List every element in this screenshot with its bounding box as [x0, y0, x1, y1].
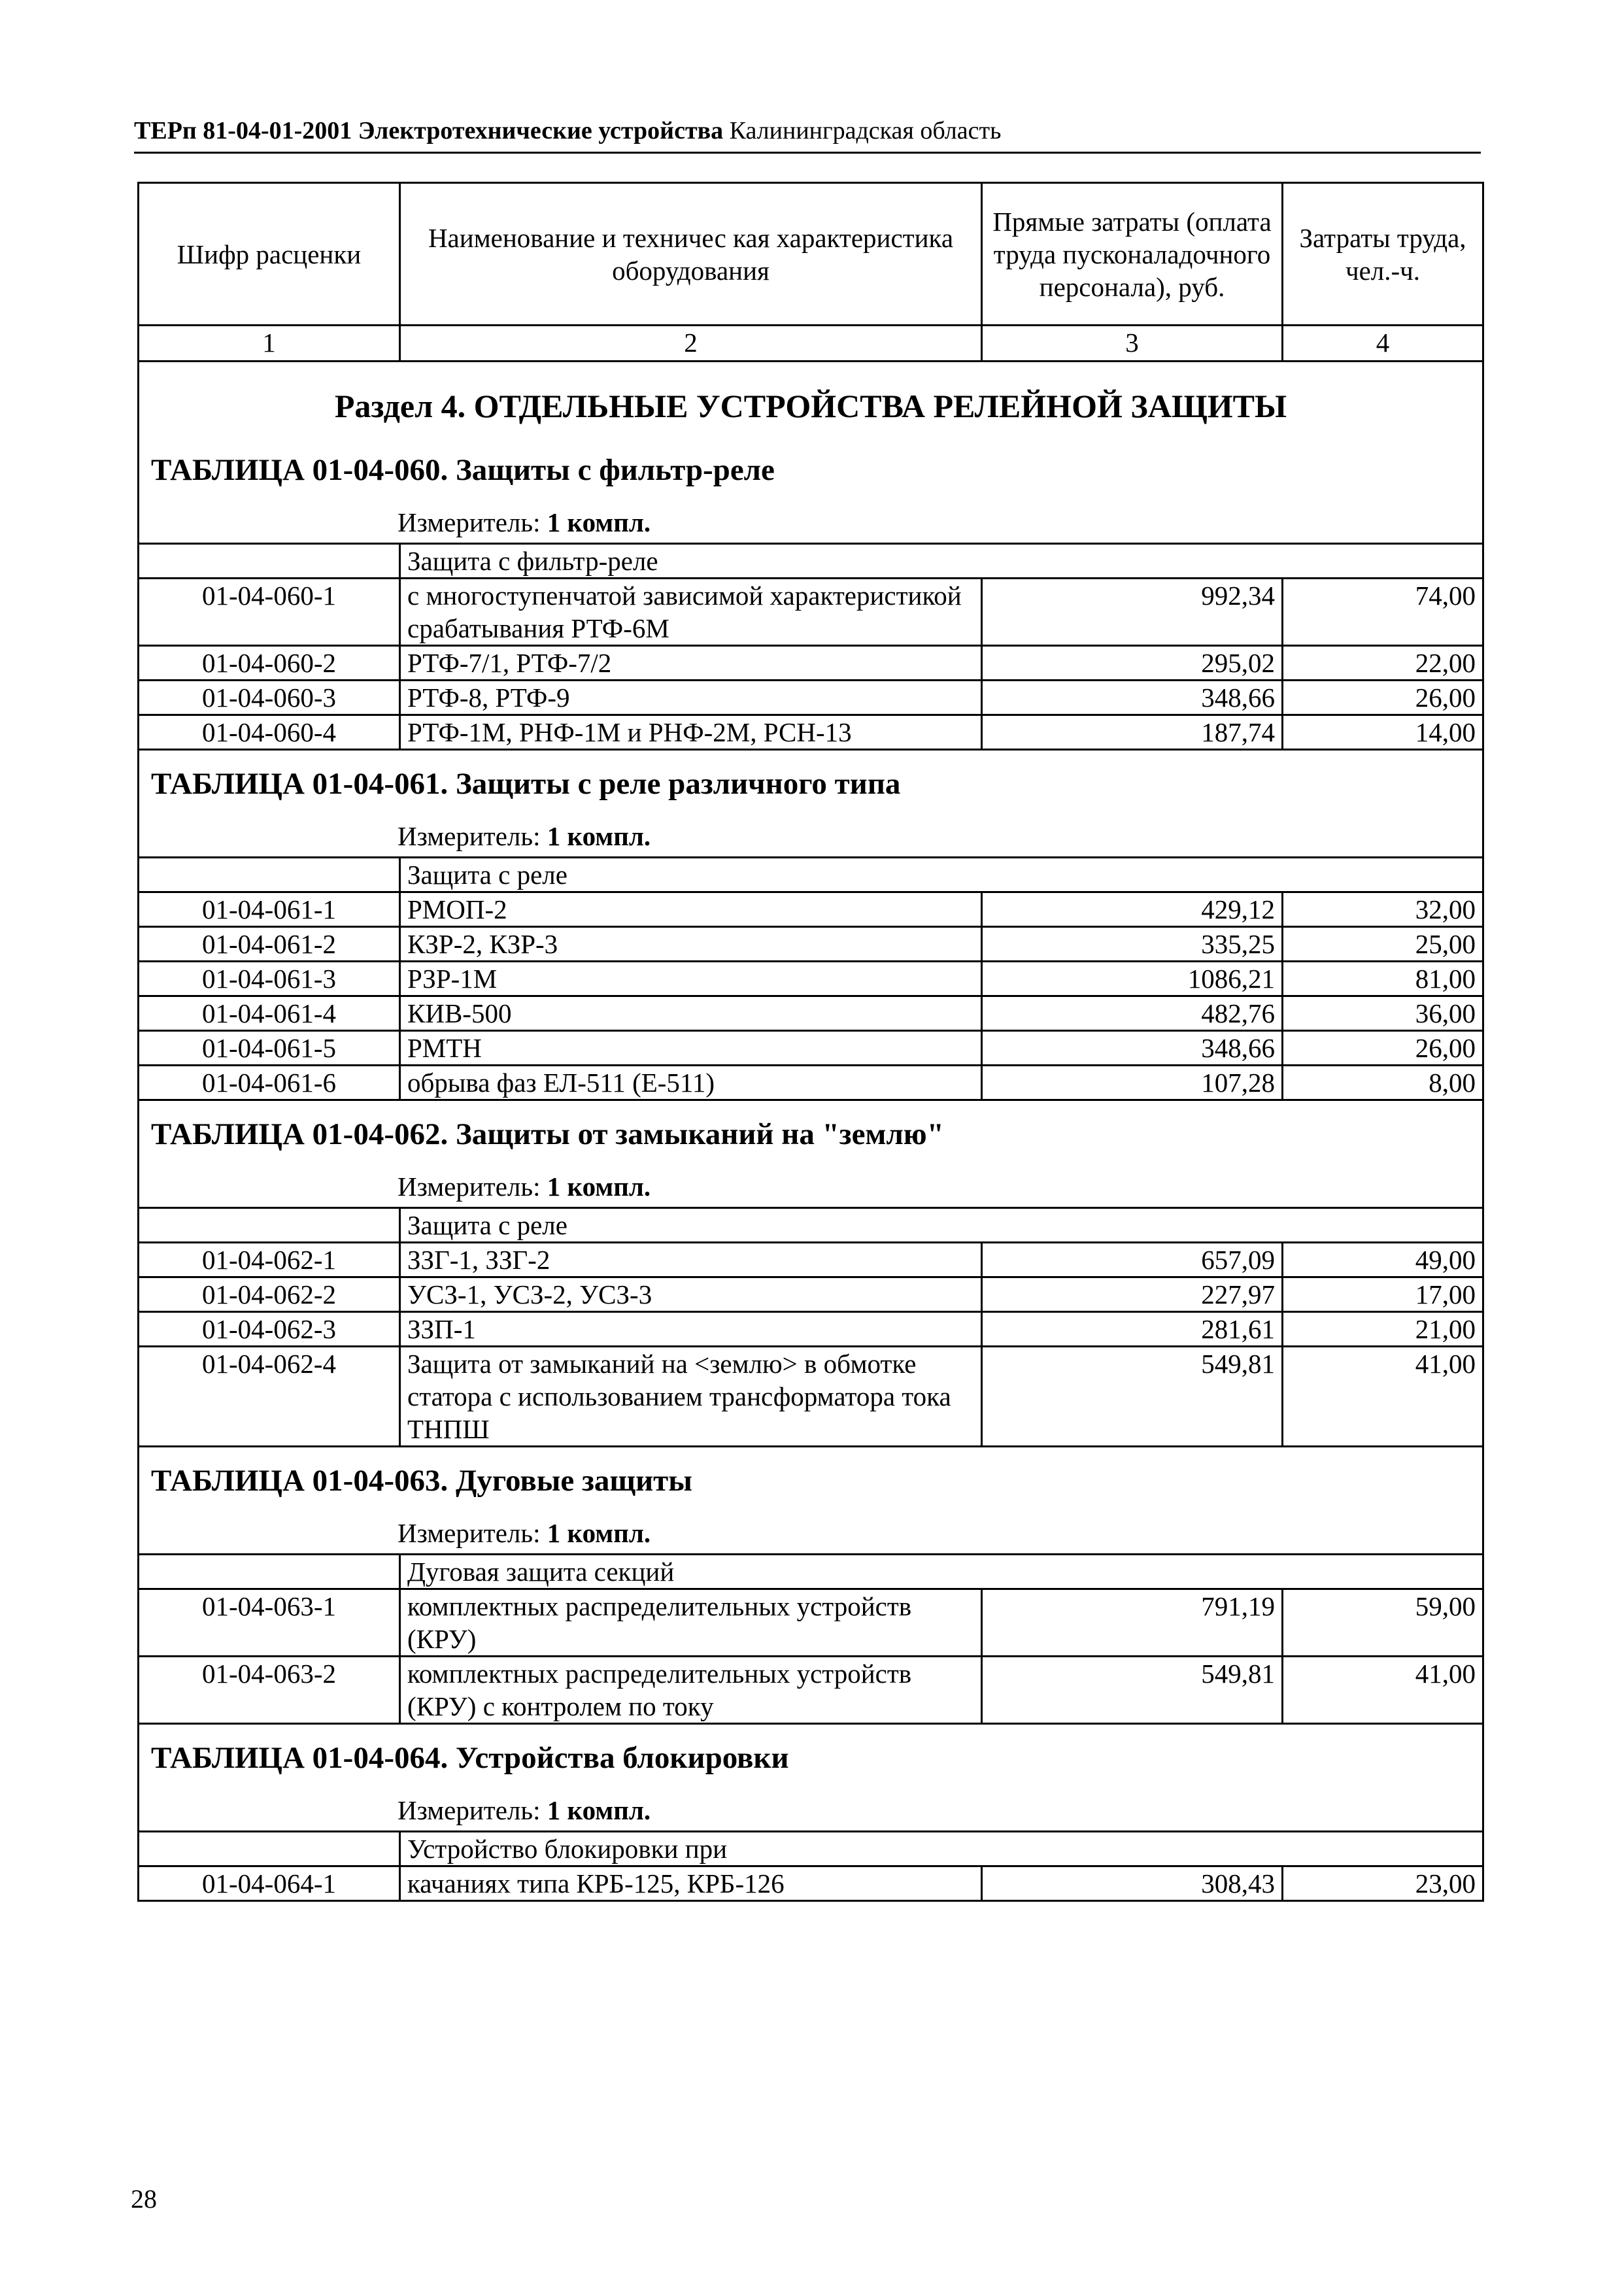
rate-code: 01-04-060-3 [139, 681, 400, 715]
rate-code: 01-04-064-1 [139, 1866, 400, 1901]
measure-label: Измеритель: [398, 507, 541, 537]
rate-code: 01-04-061-2 [139, 927, 400, 962]
group-label: Защита с фильтр-реле [400, 544, 1483, 579]
table-row [139, 1657, 1483, 1724]
equipment-name: КЗР-2, КЗР-3 [400, 927, 982, 962]
table-title-cell [139, 437, 1483, 544]
direct-cost: 1086,21 [982, 962, 1283, 996]
table-row [139, 892, 1483, 927]
group-code-cell [139, 858, 400, 892]
table-title-row [139, 1100, 1483, 1208]
col-header-labor: Затраты труда, чел.-ч. [1283, 183, 1483, 326]
table-row [139, 1589, 1483, 1657]
equipment-name: комплектных распределительных устройств (КРУ) с контролем по току [400, 1657, 982, 1724]
header-rule [134, 152, 1481, 154]
labor-cost: 41,00 [1283, 1657, 1483, 1724]
measure-value: 1 компл. [547, 1795, 651, 1825]
table-row [139, 681, 1483, 715]
price-table [137, 182, 1484, 1902]
rate-code: 01-04-061-3 [139, 962, 400, 996]
document-code: ТЕРп 81-04-01-2001 Электротехнические устройства [134, 117, 724, 144]
measure-value: 1 компл. [547, 507, 651, 537]
rate-code: 01-04-061-5 [139, 1031, 400, 1066]
table-row [139, 579, 1483, 646]
direct-cost: 227,97 [982, 1277, 1283, 1312]
measure-line [139, 499, 1482, 543]
direct-cost: 429,12 [982, 892, 1283, 927]
labor-cost: 8,00 [1283, 1066, 1483, 1100]
table-row [139, 996, 1483, 1031]
measure-line [139, 1164, 1482, 1207]
measure-label: Измеритель: [398, 1172, 541, 1202]
rate-code: 01-04-061-6 [139, 1066, 400, 1100]
group-label: Дуговая защита секций [400, 1555, 1483, 1589]
measure-label: Измеритель: [398, 821, 541, 851]
equipment-name: РТФ-7/1, РТФ-7/2 [400, 646, 982, 681]
measure-label: Измеритель: [398, 1518, 541, 1548]
col-number: 3 [982, 326, 1283, 362]
equipment-name: УСЗ-1, УСЗ-2, УСЗ-3 [400, 1277, 982, 1312]
rate-code: 01-04-063-2 [139, 1657, 400, 1724]
column-number-row [139, 326, 1483, 362]
equipment-name: качаниях типа КРБ-125, КРБ-126 [400, 1866, 982, 1901]
region-name: Калининградская область [729, 117, 1002, 144]
equipment-name: РМТН [400, 1031, 982, 1066]
section-title: Раздел 4. ОТДЕЛЬНЫЕ УСТРОЙСТВА РЕЛЕЙНОЙ ЗАЩИТЫ [334, 388, 1287, 424]
equipment-name: РТФ-8, РТФ-9 [400, 681, 982, 715]
measure-line [139, 1787, 1482, 1830]
table-title: ТАБЛИЦА 01-04-061. Защиты с реле различного типа [151, 767, 901, 801]
table-title-row [139, 437, 1483, 544]
measure-value: 1 компл. [547, 1172, 651, 1202]
group-row [139, 858, 1483, 892]
table-row [139, 1312, 1483, 1347]
page-header [134, 116, 1481, 145]
rate-code: 01-04-060-2 [139, 646, 400, 681]
labor-cost: 22,00 [1283, 646, 1483, 681]
equipment-name: обрыва фаз ЕЛ-511 (Е-511) [400, 1066, 982, 1100]
group-row [139, 1555, 1483, 1589]
table-row [139, 1347, 1483, 1447]
labor-cost: 81,00 [1283, 962, 1483, 996]
group-label: Защита с реле [400, 1208, 1483, 1243]
table-title-cell [139, 750, 1483, 858]
rate-code: 01-04-061-1 [139, 892, 400, 927]
labor-cost: 14,00 [1283, 715, 1483, 750]
table-row [139, 1866, 1483, 1901]
equipment-name: РЗР-1М [400, 962, 982, 996]
equipment-name: комплектных распределительных устройств (КРУ) [400, 1589, 982, 1657]
labor-cost: 32,00 [1283, 892, 1483, 927]
table-row [139, 1066, 1483, 1100]
rate-code: 01-04-060-4 [139, 715, 400, 750]
measure-line [139, 813, 1482, 856]
table-row [139, 962, 1483, 996]
group-code-cell [139, 1832, 400, 1866]
direct-cost: 549,81 [982, 1657, 1283, 1724]
measure-value: 1 компл. [547, 821, 651, 851]
group-row [139, 1832, 1483, 1866]
group-code-cell [139, 544, 400, 579]
table-title-cell [139, 1100, 1483, 1208]
rate-code: 01-04-060-1 [139, 579, 400, 646]
labor-cost: 36,00 [1283, 996, 1483, 1031]
equipment-name: КИВ-500 [400, 996, 982, 1031]
equipment-name: РМОП-2 [400, 892, 982, 927]
table-title: ТАБЛИЦА 01-04-063. Дуговые защиты [151, 1464, 692, 1498]
labor-cost: 59,00 [1283, 1589, 1483, 1657]
direct-cost: 295,02 [982, 646, 1283, 681]
measure-line [139, 1510, 1482, 1553]
rate-code: 01-04-061-4 [139, 996, 400, 1031]
group-code-cell [139, 1208, 400, 1243]
table-title: ТАБЛИЦА 01-04-064. Устройства блокировки [151, 1741, 789, 1775]
equipment-name: ЗЗП-1 [400, 1312, 982, 1347]
labor-cost: 26,00 [1283, 1031, 1483, 1066]
equipment-name: ЗЗГ-1, ЗЗГ-2 [400, 1243, 982, 1277]
measure-label: Измеритель: [398, 1795, 541, 1825]
direct-cost: 348,66 [982, 1031, 1283, 1066]
measure-value: 1 компл. [547, 1518, 651, 1548]
direct-cost: 348,66 [982, 681, 1283, 715]
direct-cost: 657,09 [982, 1243, 1283, 1277]
equipment-name: с многоступенчатой зависимой характеристикой срабатывания РТФ-6М [400, 579, 982, 646]
rate-code: 01-04-062-2 [139, 1277, 400, 1312]
labor-cost: 26,00 [1283, 681, 1483, 715]
table-title-row [139, 1724, 1483, 1832]
col-number: 2 [400, 326, 982, 362]
col-number: 1 [139, 326, 400, 362]
group-code-cell [139, 1555, 400, 1589]
labor-cost: 17,00 [1283, 1277, 1483, 1312]
direct-cost: 107,28 [982, 1066, 1283, 1100]
direct-cost: 549,81 [982, 1347, 1283, 1447]
page-number: 28 [131, 2184, 157, 2214]
direct-cost: 281,61 [982, 1312, 1283, 1347]
labor-cost: 23,00 [1283, 1866, 1483, 1901]
labor-cost: 41,00 [1283, 1347, 1483, 1447]
direct-cost: 791,19 [982, 1589, 1283, 1657]
table-title-cell [139, 1724, 1483, 1832]
col-header-cost: Прямые затраты (оплата труда пусконаладочного персонала), руб. [982, 183, 1283, 326]
rate-code: 01-04-062-1 [139, 1243, 400, 1277]
table-title-row [139, 1447, 1483, 1555]
column-header-row [139, 183, 1483, 326]
table-row [139, 927, 1483, 962]
group-label: Устройство блокировки при [400, 1832, 1483, 1866]
equipment-name: Защита от замыканий на <землю> в обмотке статора с использованием трансформатора тока ТНПШ [400, 1347, 982, 1447]
direct-cost: 187,74 [982, 715, 1283, 750]
direct-cost: 992,34 [982, 579, 1283, 646]
labor-cost: 21,00 [1283, 1312, 1483, 1347]
labor-cost: 49,00 [1283, 1243, 1483, 1277]
table-row [139, 1031, 1483, 1066]
table-title-row [139, 750, 1483, 858]
rate-code: 01-04-062-3 [139, 1312, 400, 1347]
group-label: Защита с реле [400, 858, 1483, 892]
direct-cost: 335,25 [982, 927, 1283, 962]
table-row [139, 715, 1483, 750]
group-row [139, 544, 1483, 579]
col-header-name: Наименование и техничес кая характеристика оборудования [400, 183, 982, 326]
table-row [139, 1243, 1483, 1277]
rate-code: 01-04-063-1 [139, 1589, 400, 1657]
rate-code: 01-04-062-4 [139, 1347, 400, 1447]
group-row [139, 1208, 1483, 1243]
col-header-code: Шифр расценки [139, 183, 400, 326]
labor-cost: 74,00 [1283, 579, 1483, 646]
table-title: ТАБЛИЦА 01-04-062. Защиты от замыканий на "землю" [151, 1117, 944, 1151]
section-title-row [139, 362, 1483, 437]
table-row [139, 1277, 1483, 1312]
table-title-cell [139, 1447, 1483, 1555]
equipment-name: РТФ-1М, РНФ-1М и РНФ-2М, РСН-13 [400, 715, 982, 750]
col-number: 4 [1283, 326, 1483, 362]
direct-cost: 308,43 [982, 1866, 1283, 1901]
table-row [139, 646, 1483, 681]
table-title: ТАБЛИЦА 01-04-060. Защиты с фильтр-реле [151, 453, 775, 487]
direct-cost: 482,76 [982, 996, 1283, 1031]
labor-cost: 25,00 [1283, 927, 1483, 962]
